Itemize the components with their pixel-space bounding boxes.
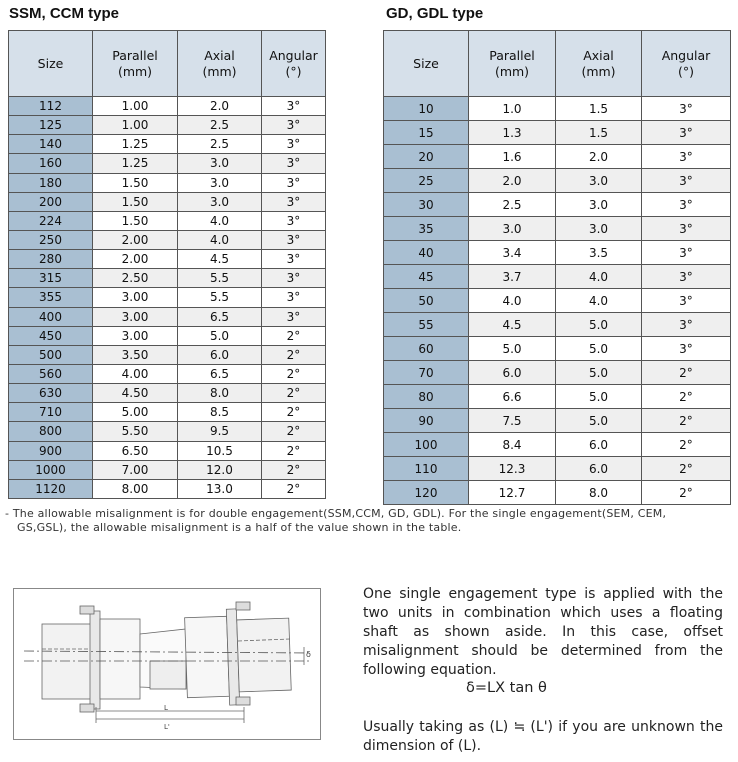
table-row	[9, 173, 326, 192]
left-section-title: SSM, CCM type	[9, 5, 120, 22]
cell-angular: 3°	[642, 313, 731, 337]
cell-axial: 4.0	[178, 211, 262, 230]
cell-parallel: 2.00	[93, 230, 178, 249]
cell-parallel: 1.0	[469, 97, 556, 121]
table-row	[9, 269, 326, 288]
cell-angular: 2°	[642, 409, 731, 433]
cell-angular: 3°	[642, 145, 731, 169]
cell-size: 800	[9, 422, 93, 441]
cell-parallel: 3.7	[469, 265, 556, 289]
cell-angular: 3°	[642, 217, 731, 241]
cell-axial: 6.5	[178, 307, 262, 326]
table-row	[384, 145, 731, 169]
cell-axial: 3.5	[556, 241, 642, 265]
cell-size: 180	[9, 173, 93, 192]
cell-size: 224	[9, 211, 93, 230]
l-prime-label: L'	[164, 723, 170, 731]
cell-size: 80	[384, 385, 469, 409]
cell-parallel: 3.00	[93, 326, 178, 345]
table-row	[9, 403, 326, 422]
cell-parallel: 7.00	[93, 460, 178, 479]
cell-parallel: 8.4	[469, 433, 556, 457]
table-row	[9, 479, 326, 498]
cell-parallel: 8.00	[93, 479, 178, 498]
cell-size: 40	[384, 241, 469, 265]
cell-axial: 3.0	[556, 169, 642, 193]
table-row	[9, 345, 326, 364]
cell-axial: 3.0	[556, 193, 642, 217]
cell-angular: 3°	[262, 230, 326, 249]
cell-axial: 8.5	[178, 403, 262, 422]
cell-size: 125	[9, 116, 93, 135]
cell-parallel: 1.3	[469, 121, 556, 145]
table-row	[384, 433, 731, 457]
cell-axial: 5.0	[178, 326, 262, 345]
cell-angular: 3°	[262, 307, 326, 326]
cell-size: 200	[9, 192, 93, 211]
table-row	[9, 135, 326, 154]
cell-axial: 2.5	[178, 135, 262, 154]
table-row	[384, 121, 731, 145]
table-row	[384, 337, 731, 361]
cell-parallel: 3.0	[469, 217, 556, 241]
cell-angular: 2°	[642, 457, 731, 481]
cell-parallel: 3.00	[93, 288, 178, 307]
cell-size: 50	[384, 289, 469, 313]
cell-size: 560	[9, 364, 93, 383]
table-row	[384, 361, 731, 385]
table-row	[9, 288, 326, 307]
description-paragraph: One single engagement type is applied with the two units in combination which uses a floating shaft as shown aside. In this case, offset misalignment should be determined from the following equation.	[363, 586, 723, 678]
table-row	[384, 457, 731, 481]
cell-parallel: 1.25	[93, 154, 178, 173]
table-row	[9, 441, 326, 460]
cell-size: 400	[9, 307, 93, 326]
cell-axial: 6.0	[556, 457, 642, 481]
cell-angular: 3°	[642, 121, 731, 145]
cell-size: 45	[384, 265, 469, 289]
cell-parallel: 6.6	[469, 385, 556, 409]
cell-size: 250	[9, 230, 93, 249]
cell-parallel: 12.3	[469, 457, 556, 481]
cell-parallel: 3.00	[93, 307, 178, 326]
cell-size: 60	[384, 337, 469, 361]
cell-parallel: 1.00	[93, 116, 178, 135]
cell-size: 15	[384, 121, 469, 145]
cell-parallel: 1.25	[93, 135, 178, 154]
cell-angular: 3°	[262, 135, 326, 154]
cell-parallel: 4.5	[469, 313, 556, 337]
cell-size: 110	[384, 457, 469, 481]
cell-size: 315	[9, 269, 93, 288]
cell-parallel: 3.4	[469, 241, 556, 265]
header-axial: Axial (mm)	[178, 31, 262, 97]
table-row	[384, 217, 731, 241]
footnote-line-1: - The allowable misalignment is for double engagement(SSM,CCM, GD, GDL). For the single engagement(SEM, CEM,	[5, 507, 667, 520]
description-note: Usually taking as (L) ≒ (L') if you are unknown the dimension of (L).	[363, 719, 723, 754]
cell-axial: 3.0	[178, 192, 262, 211]
cell-axial: 5.0	[556, 313, 642, 337]
cell-axial: 5.5	[178, 269, 262, 288]
cell-angular: 3°	[642, 169, 731, 193]
cell-parallel: 4.0	[469, 289, 556, 313]
cell-axial: 1.5	[556, 97, 642, 121]
table-row	[9, 422, 326, 441]
cell-angular: 3°	[262, 173, 326, 192]
cell-size: 25	[384, 169, 469, 193]
cell-parallel: 1.50	[93, 173, 178, 192]
cell-size: 140	[9, 135, 93, 154]
table-row	[9, 250, 326, 269]
header-axial: Axial (mm)	[556, 31, 642, 97]
table-row	[384, 193, 731, 217]
cell-axial: 5.0	[556, 337, 642, 361]
cell-angular: 3°	[262, 288, 326, 307]
header-size: Size	[9, 31, 93, 97]
cell-angular: 3°	[262, 97, 326, 116]
cell-parallel: 7.5	[469, 409, 556, 433]
cell-parallel: 2.0	[469, 169, 556, 193]
cell-parallel: 5.00	[93, 403, 178, 422]
cell-axial: 6.0	[556, 433, 642, 457]
cell-axial: 4.0	[556, 289, 642, 313]
gd-gdl-table	[383, 30, 731, 505]
cell-axial: 6.5	[178, 364, 262, 383]
cell-parallel: 1.50	[93, 211, 178, 230]
cell-angular: 2°	[642, 433, 731, 457]
cell-parallel: 5.50	[93, 422, 178, 441]
coupling-drawing	[14, 589, 320, 739]
cell-parallel: 1.50	[93, 192, 178, 211]
cell-axial: 10.5	[178, 441, 262, 460]
cell-size: 710	[9, 403, 93, 422]
cell-parallel: 2.00	[93, 250, 178, 269]
table-row	[9, 97, 326, 116]
cell-parallel: 6.0	[469, 361, 556, 385]
cell-axial: 6.0	[178, 345, 262, 364]
cell-angular: 2°	[642, 481, 731, 505]
cell-axial: 3.0	[178, 154, 262, 173]
table-row	[9, 116, 326, 135]
cell-size: 1120	[9, 479, 93, 498]
cell-axial: 2.0	[178, 97, 262, 116]
table-row	[384, 289, 731, 313]
table-row	[9, 211, 326, 230]
cell-angular: 2°	[262, 441, 326, 460]
table-row	[384, 169, 731, 193]
cell-size: 70	[384, 361, 469, 385]
cell-size: 450	[9, 326, 93, 345]
cell-axial: 8.0	[178, 384, 262, 403]
cell-axial: 4.5	[178, 250, 262, 269]
table-row	[384, 481, 731, 505]
floating-shaft-diagram	[13, 588, 321, 740]
cell-size: 630	[9, 384, 93, 403]
cell-angular: 2°	[642, 361, 731, 385]
right-section-title: GD, GDL type	[386, 5, 484, 22]
cell-angular: 2°	[642, 385, 731, 409]
l-label: L	[164, 704, 168, 712]
cell-parallel: 1.00	[93, 97, 178, 116]
cell-size: 160	[9, 154, 93, 173]
cell-size: 10	[384, 97, 469, 121]
cell-parallel: 1.6	[469, 145, 556, 169]
cell-parallel: 3.50	[93, 345, 178, 364]
cell-axial: 1.5	[556, 121, 642, 145]
header-parallel: Parallel (mm)	[93, 31, 178, 97]
cell-parallel: 5.0	[469, 337, 556, 361]
cell-axial: 2.0	[556, 145, 642, 169]
table-row	[9, 230, 326, 249]
cell-axial: 8.0	[556, 481, 642, 505]
table-row	[9, 460, 326, 479]
cell-size: 120	[384, 481, 469, 505]
cell-parallel: 6.50	[93, 441, 178, 460]
cell-angular: 2°	[262, 422, 326, 441]
cell-axial: 2.5	[178, 116, 262, 135]
delta-label: δ	[306, 650, 311, 659]
cell-angular: 2°	[262, 364, 326, 383]
cell-angular: 3°	[262, 154, 326, 173]
cell-angular: 3°	[642, 337, 731, 361]
table-row	[384, 97, 731, 121]
offset-equation: δ=LX tan θ	[466, 680, 547, 696]
cell-parallel: 2.5	[469, 193, 556, 217]
cell-size: 55	[384, 313, 469, 337]
cell-axial: 9.5	[178, 422, 262, 441]
cell-parallel: 2.50	[93, 269, 178, 288]
cell-angular: 3°	[262, 269, 326, 288]
cell-size: 30	[384, 193, 469, 217]
cell-axial: 5.0	[556, 361, 642, 385]
cell-size: 355	[9, 288, 93, 307]
table-row	[9, 326, 326, 345]
footnote-line-2: GS,GSL), the allowable misalignment is a half of the value shown in the table.	[17, 521, 462, 534]
table-row	[9, 154, 326, 173]
table-row	[9, 384, 326, 403]
cell-parallel: 4.00	[93, 364, 178, 383]
cell-axial: 5.5	[178, 288, 262, 307]
cell-angular: 2°	[262, 479, 326, 498]
table-row	[384, 409, 731, 433]
cell-parallel: 4.50	[93, 384, 178, 403]
table-row	[384, 265, 731, 289]
cell-angular: 2°	[262, 326, 326, 345]
cell-angular: 2°	[262, 345, 326, 364]
header-angular: Angular (°)	[262, 31, 326, 97]
cell-axial: 5.0	[556, 409, 642, 433]
cell-angular: 2°	[262, 384, 326, 403]
cell-angular: 3°	[642, 97, 731, 121]
cell-angular: 3°	[262, 211, 326, 230]
cell-axial: 13.0	[178, 479, 262, 498]
table-row	[384, 313, 731, 337]
ssm-ccm-table	[8, 30, 326, 499]
cell-size: 112	[9, 97, 93, 116]
table-row	[384, 385, 731, 409]
cell-angular: 3°	[642, 241, 731, 265]
cell-parallel: 12.7	[469, 481, 556, 505]
cell-axial: 3.0	[556, 217, 642, 241]
cell-size: 20	[384, 145, 469, 169]
cell-size: 90	[384, 409, 469, 433]
table-row	[384, 241, 731, 265]
cell-angular: 3°	[642, 289, 731, 313]
cell-angular: 2°	[262, 403, 326, 422]
cell-axial: 12.0	[178, 460, 262, 479]
cell-angular: 2°	[262, 460, 326, 479]
cell-size: 500	[9, 345, 93, 364]
cell-size: 900	[9, 441, 93, 460]
cell-size: 100	[384, 433, 469, 457]
cell-size: 35	[384, 217, 469, 241]
misalignment-footnote	[5, 507, 705, 535]
cell-angular: 3°	[642, 265, 731, 289]
cell-angular: 3°	[262, 192, 326, 211]
table-row	[9, 307, 326, 326]
cell-size: 280	[9, 250, 93, 269]
cell-size: 1000	[9, 460, 93, 479]
header-parallel: Parallel (mm)	[469, 31, 556, 97]
cell-angular: 3°	[262, 116, 326, 135]
cell-angular: 3°	[642, 193, 731, 217]
cell-axial: 5.0	[556, 385, 642, 409]
table-row	[9, 192, 326, 211]
header-size: Size	[384, 31, 469, 97]
cell-axial: 4.0	[556, 265, 642, 289]
cell-axial: 3.0	[178, 173, 262, 192]
cell-axial: 4.0	[178, 230, 262, 249]
cell-angular: 3°	[262, 250, 326, 269]
header-angular: Angular (°)	[642, 31, 731, 97]
table-row	[9, 364, 326, 383]
